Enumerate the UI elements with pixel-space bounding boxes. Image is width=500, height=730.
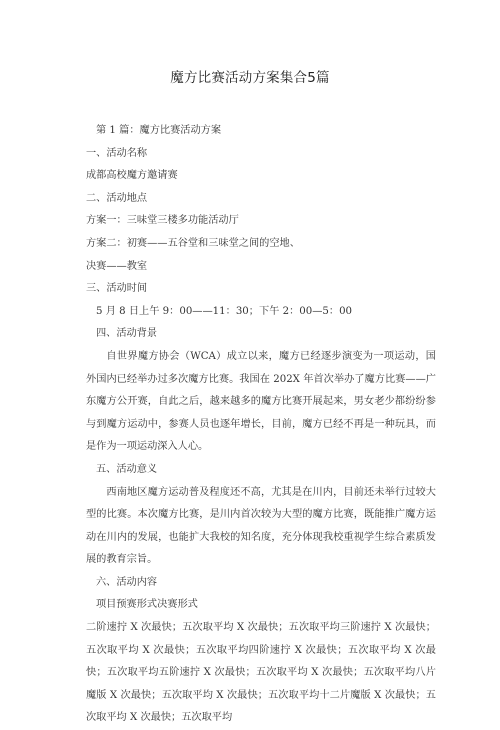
- document-title: 魔方比赛活动方案集合5篇: [170, 70, 330, 86]
- content-intro-text: 项目预赛形式决赛形式: [96, 599, 198, 611]
- document-body: [86, 120, 436, 730]
- background-paragraph: 自世界魔方协会（WCA）成立以来，魔方已经逐步演变为一项运动，国外国内已经举办过多次魔方比赛。我国在 202X 年首次举办了魔方比赛——广东魔方公开赛，自此之后，越来越多的魔方比赛开展起来，男女老少都纷纷参与到魔方运动中，参赛人员也逐年增长，目前，魔方已经不再是一种玩具，而是作为一项运动深入人心。: [86, 350, 436, 453]
- heading-significance: 五、活动意义: [96, 463, 158, 475]
- heading-time: 三、活动时间: [86, 283, 148, 295]
- significance-paragraph: 西南地区魔方运动普及程度还不高，尤其是在川内，目前还未举行过较大型的比赛。本次魔方比赛，是川内首次较为大型的魔方比赛，既能推广魔方运动在川内的发展，也能扩大我校的知名度，充分体现我校重视学生综合素质发展的教育宗旨。: [86, 486, 436, 566]
- heading-event-name: 一、活动名称: [86, 147, 148, 159]
- heading-venue: 二、活动地点: [86, 192, 148, 204]
- heading-content: 六、活动内容: [96, 576, 158, 588]
- content-detail-paragraph: 二阶速拧 X 次最快；五次取平均 X 次最快；五次取平均三阶速拧 X 次最快；五次取平均 X 次最快；五次取平均四阶速拧 X 次最快；五次取平均 X 次最快；五次取平均五阶速拧 X 次最快；五次取平均 X 次最快；五次取平均八片魔版 X 次最快；五次取平均 X 次最快；五次取平均十二片魔版 X 次最快；五次取平均 X 次最快；五次取平均: [86, 622, 436, 724]
- section-heading: 第 1 篇：魔方比赛活动方案: [96, 125, 222, 136]
- venue-plan-1: 方案一：三味堂三楼多功能活动厅: [86, 215, 239, 227]
- venue-plan-2: 方案二：初赛——五谷堂和三味堂之间的空地、: [86, 237, 300, 249]
- event-name-text: 成都高校魔方邀请赛: [86, 170, 178, 182]
- venue-final: 决赛——教室: [86, 260, 148, 272]
- heading-background: 四、活动背景: [96, 328, 158, 340]
- event-time-text: 5 月 8 日上午 9：00——11：30；下午 2：00—5：00: [96, 305, 353, 317]
